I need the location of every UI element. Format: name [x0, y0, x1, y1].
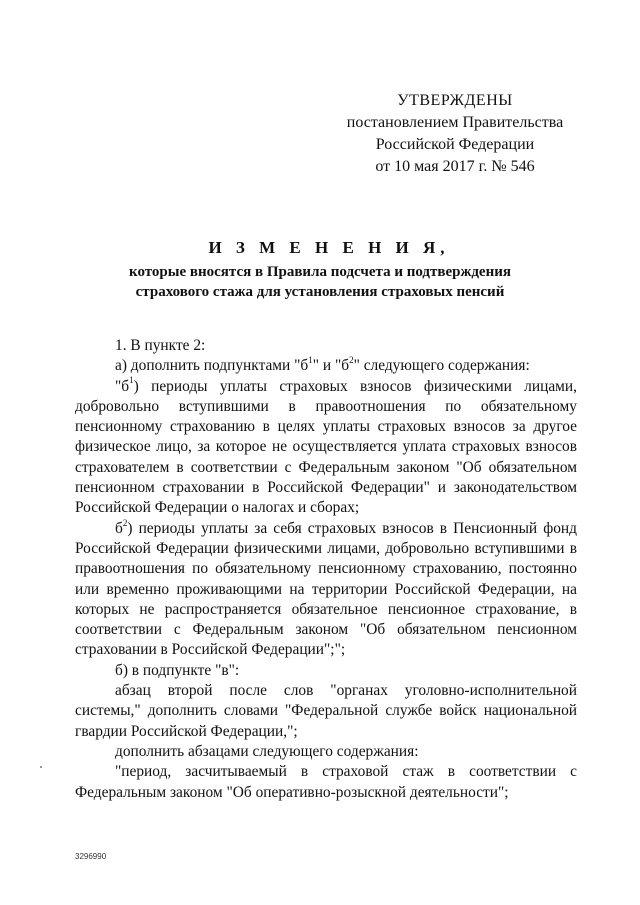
paragraph-subpoint-b: б) в подпункте "в": [115, 661, 240, 679]
document-number: 3296990 [75, 852, 107, 861]
paragraph-point-1: 1. В пункте 2: [115, 337, 206, 354]
document-subtitle [0, 262, 640, 302]
text-run: " и "б [312, 357, 350, 375]
text-run: а) дополнить подпунктами "б [115, 357, 309, 375]
paragraph-abzac-second: абзац второй после слов "органах уголовно-исполнительной системы," дополнить словами "Федеральной службе войск национальной гвардии Российской Федерации,"; [75, 682, 577, 740]
superscript: 1 [129, 375, 134, 386]
text-run: ) периоды уплаты страховых взносов физическими лицами, добровольно вступившими в правоотношения по обязательному пенсионному страхованию в целях уплаты страховых взносов за другое физическое лицо, за которое не осуществляется уплата страховых взносов страхователем в соответствии с Федеральным законом "Об обязательном пенсионном страховании в Российской Федерации" и законодательством Российской Федерации о налогах и сборах; [75, 377, 577, 517]
approval-heading: УТВЕРЖДЕНЫ [397, 92, 513, 109]
title-block [0, 238, 640, 302]
paragraph-subpoint-a [75, 356, 577, 376]
document-body [75, 336, 577, 803]
superscript: 2 [349, 355, 354, 366]
paragraph-b2 [75, 519, 577, 661]
paragraph-add-abzacs: дополнить абзацами следующего содержания: [115, 742, 419, 760]
approval-line-government: Российской Федерации [375, 136, 535, 153]
scan-speck [40, 766, 42, 768]
paragraph-period: "период, засчитываемый в страховой стаж в соответствии с Федеральным законом "Об оперативно-розыскной деятельности"; [75, 763, 577, 801]
approval-line-decree: постановлением Правительства [346, 114, 564, 131]
approval-stamp [340, 90, 570, 178]
superscript: 1 [308, 355, 313, 366]
document-title: И З М Е Н Е Н И Я, [208, 238, 450, 257]
subtitle-line-2: страхового стажа для установления страховых пенсий [135, 284, 505, 300]
paragraph-b1 [75, 377, 577, 519]
text-run: " следующего содержания: [353, 357, 530, 375]
subtitle-line-1: которые вносятся в Правила подсчета и подтверждения [129, 264, 511, 280]
text-run: "б [115, 377, 130, 395]
text-run: б [115, 519, 123, 537]
text-run: ) периоды уплаты за себя страховых взносов в Пенсионный фонд Российской Федерации физическими лицами, добровольно вступившими в правоотношения по обязательному пенсионному страхованию, постоянно или временно проживающими на территории Российской Федерации, на которых не распространяется обязательное пенсионное страхование, в соответствии с Федеральным законом "Об обязательном пенсионном страховании в Российской Федерации";"; [75, 519, 577, 659]
approval-line-date: от 10 мая 2017 г. № 546 [375, 158, 535, 175]
superscript: 2 [122, 517, 128, 528]
